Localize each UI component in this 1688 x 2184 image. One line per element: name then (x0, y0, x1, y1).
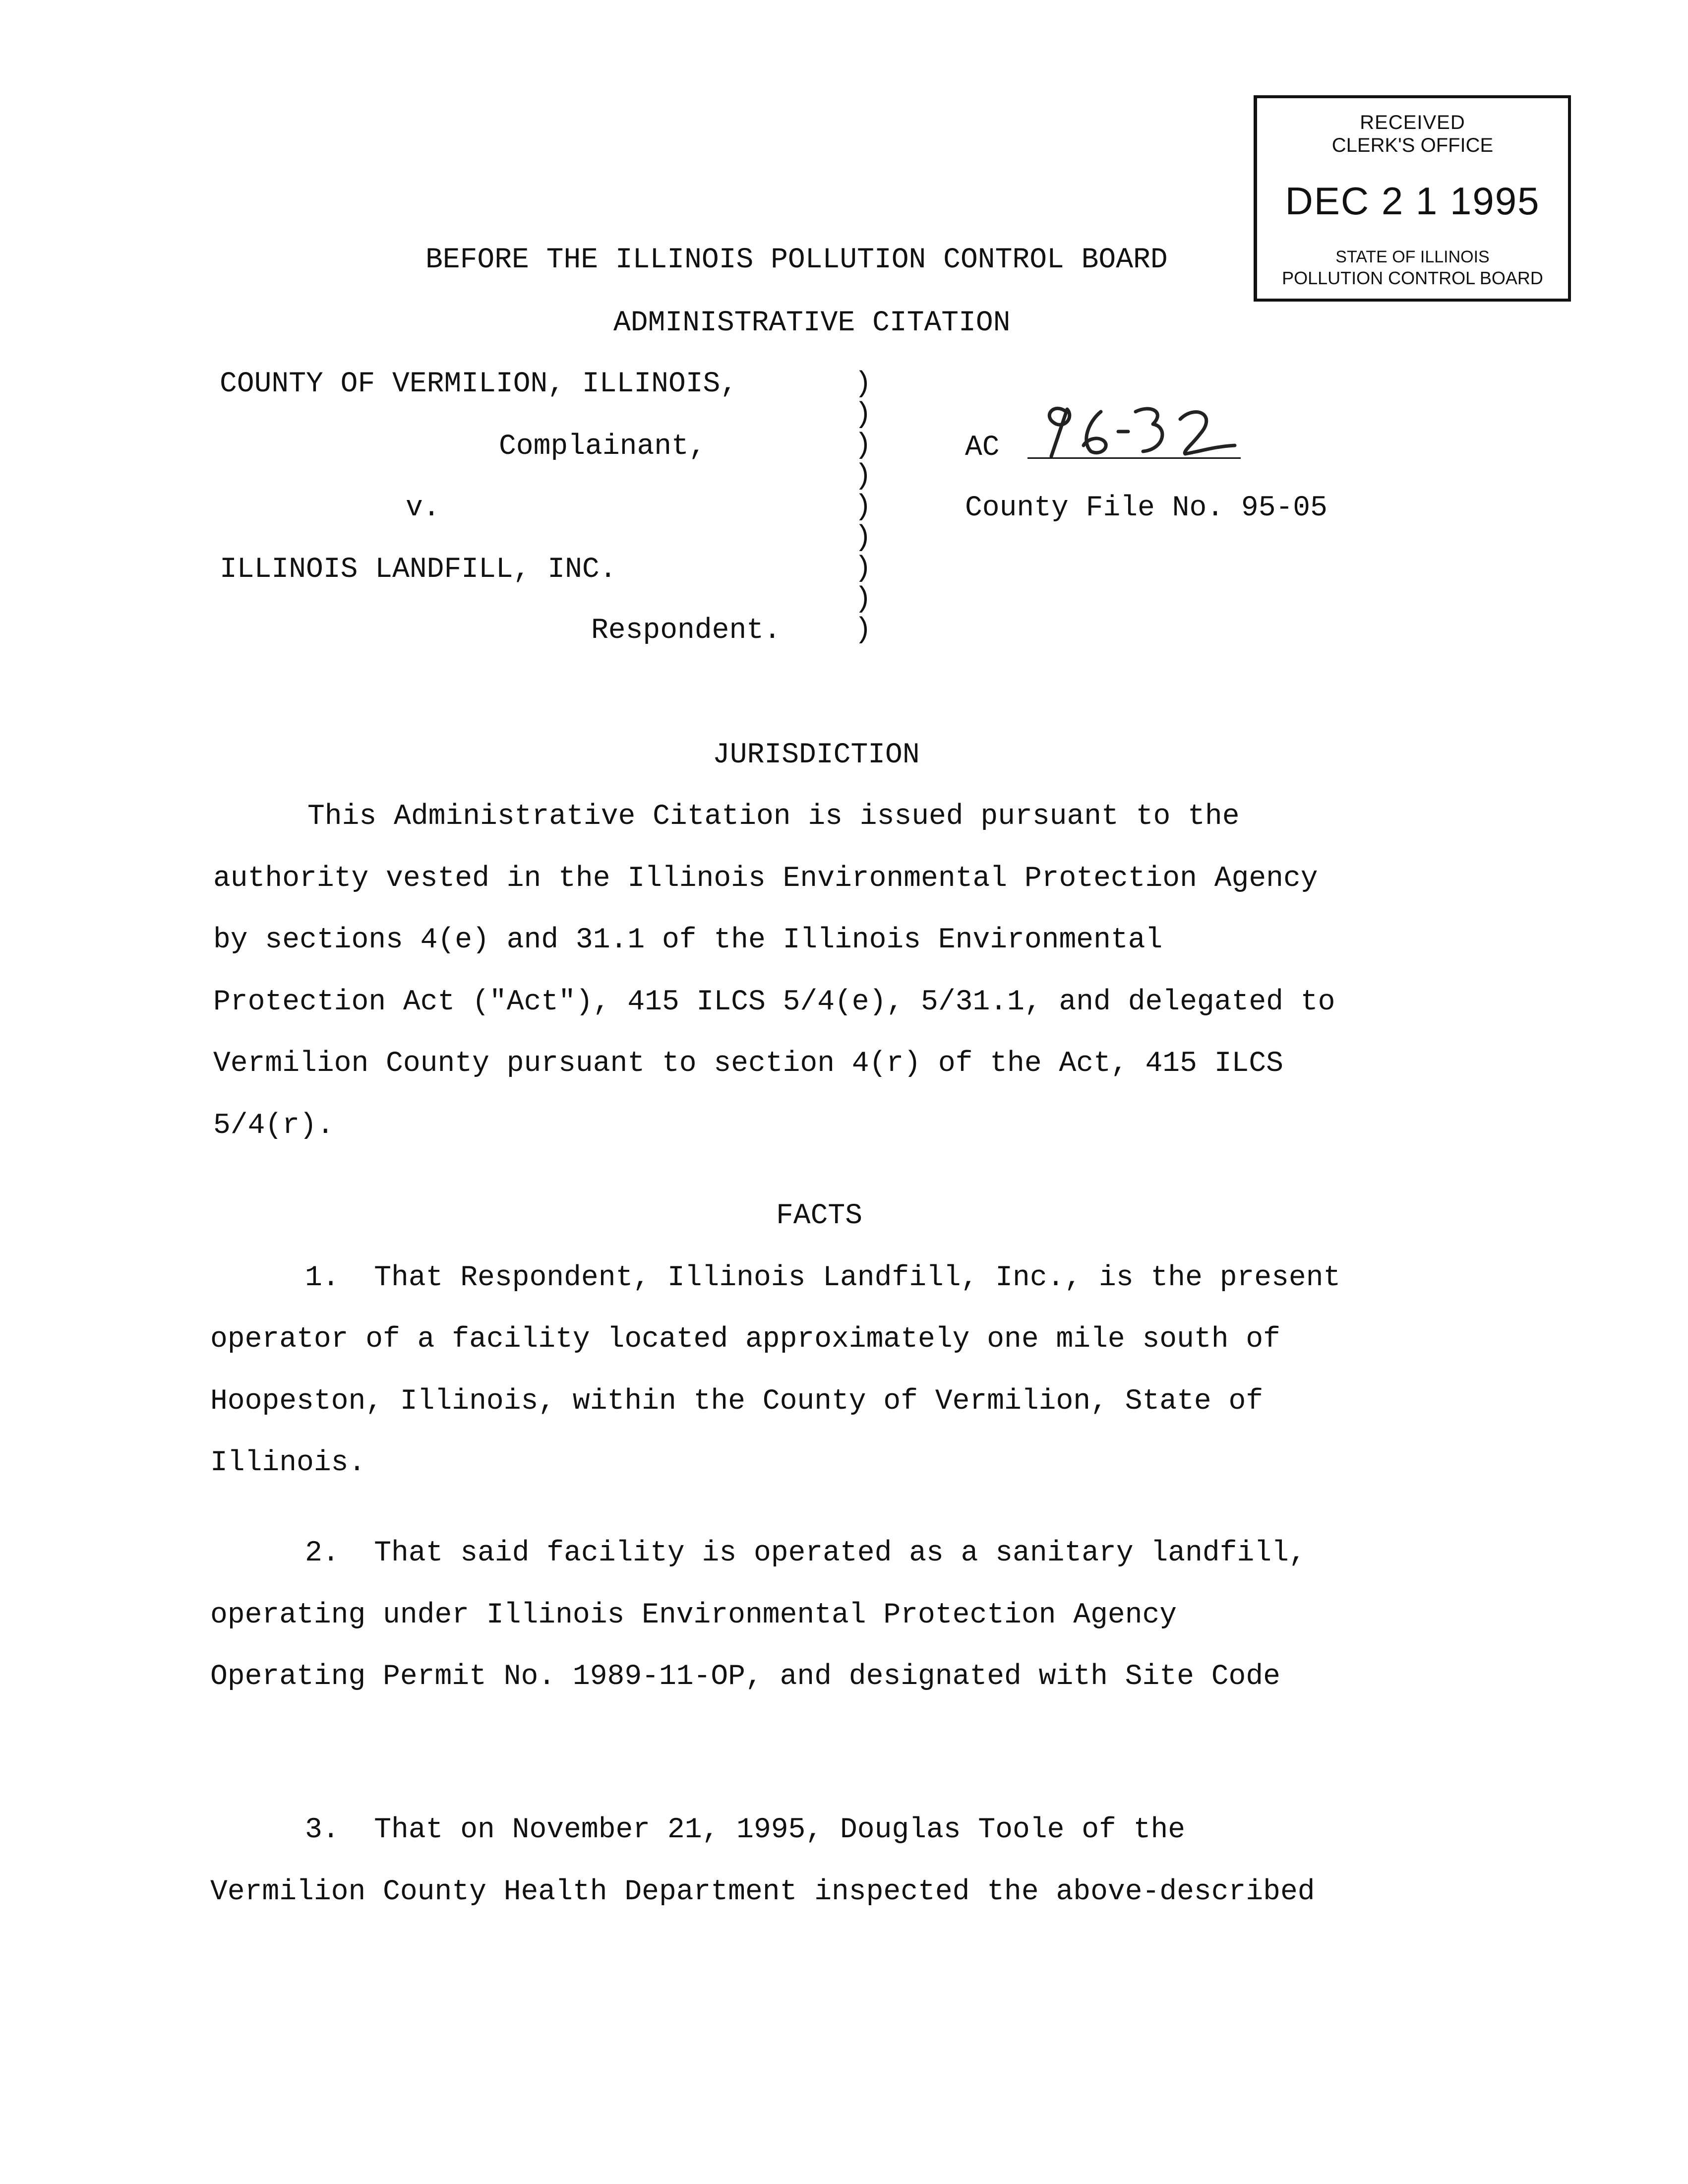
fact-3-line: 3. That on November 21, 1995, Douglas Toole of the (305, 1814, 1186, 1846)
jurisdiction-line: This Administrative Citation is issued pursuant to the (307, 801, 1240, 833)
ac-underline (1027, 457, 1241, 459)
stamp-received: RECEIVED (1360, 112, 1465, 133)
fact-1-line: Hoopeston, Illinois, within the County of Vermilion, State of (210, 1385, 1264, 1418)
stamp-state: STATE OF ILLINOIS (1335, 248, 1490, 266)
ac-label: AC (965, 432, 1000, 464)
stamp-board: POLLUTION CONTROL BOARD (1282, 268, 1543, 288)
paren: ) (854, 614, 872, 646)
complainant-name: COUNTY OF VERMILION, ILLINOIS, (220, 368, 738, 400)
stamp-clerks-office: CLERK'S OFFICE (1331, 134, 1494, 156)
fact-1-line: operator of a facility located approximately one mile south of (210, 1323, 1280, 1356)
paren: ) (854, 491, 872, 523)
paren: ) (854, 522, 872, 554)
paren: ) (854, 460, 872, 493)
stamp-date: DEC 2 1 1995 (1285, 179, 1540, 223)
versus: v. (406, 492, 440, 524)
jurisdiction-line: 5/4(r). (213, 1110, 334, 1142)
facts-heading: FACTS (776, 1200, 863, 1232)
jurisdiction-line: authority vested in the Illinois Environmental Protection Agency (213, 863, 1318, 895)
fact-2-line: Operating Permit No. 1989-11-OP, and designated with Site Code (210, 1661, 1280, 1693)
fact-2-line: 2. That said facility is operated as a sanitary landfill, (305, 1537, 1306, 1569)
complainant-role: Complainant, (499, 431, 706, 463)
paren: ) (854, 368, 872, 400)
document-title: ADMINISTRATIVE CITATION (613, 307, 1011, 339)
paren: ) (854, 430, 872, 462)
fact-1-line: Illinois. (210, 1447, 366, 1479)
received-stamp (1254, 95, 1571, 302)
jurisdiction-line: Protection Act ("Act"), 415 ILCS 5/4(e), 5/31.1, and delegated to (213, 986, 1335, 1018)
jurisdiction-heading: JURISDICTION (713, 739, 920, 771)
jurisdiction-line: Vermilion County pursuant to section 4(r) of the Act, 415 ILCS (213, 1048, 1283, 1080)
fact-3-line: Vermilion County Health Department inspected the above-described (210, 1876, 1315, 1908)
paren: ) (854, 583, 872, 616)
respondent-name: ILLINOIS LANDFILL, INC. (220, 554, 617, 586)
fact-2-line: operating under Illinois Environmental Protection Agency (210, 1599, 1177, 1631)
respondent-role: Respondent. (591, 615, 781, 647)
board-heading: BEFORE THE ILLINOIS POLLUTION CONTROL BOARD (425, 244, 1168, 276)
county-file-number: County File No. 95-05 (965, 492, 1327, 524)
jurisdiction-line: by sections 4(e) and 31.1 of the Illinois Environmental (213, 924, 1163, 956)
fact-1-line: 1. That Respondent, Illinois Landfill, Inc., is the present (305, 1262, 1341, 1294)
paren: ) (854, 399, 872, 431)
paren: ) (854, 553, 872, 585)
